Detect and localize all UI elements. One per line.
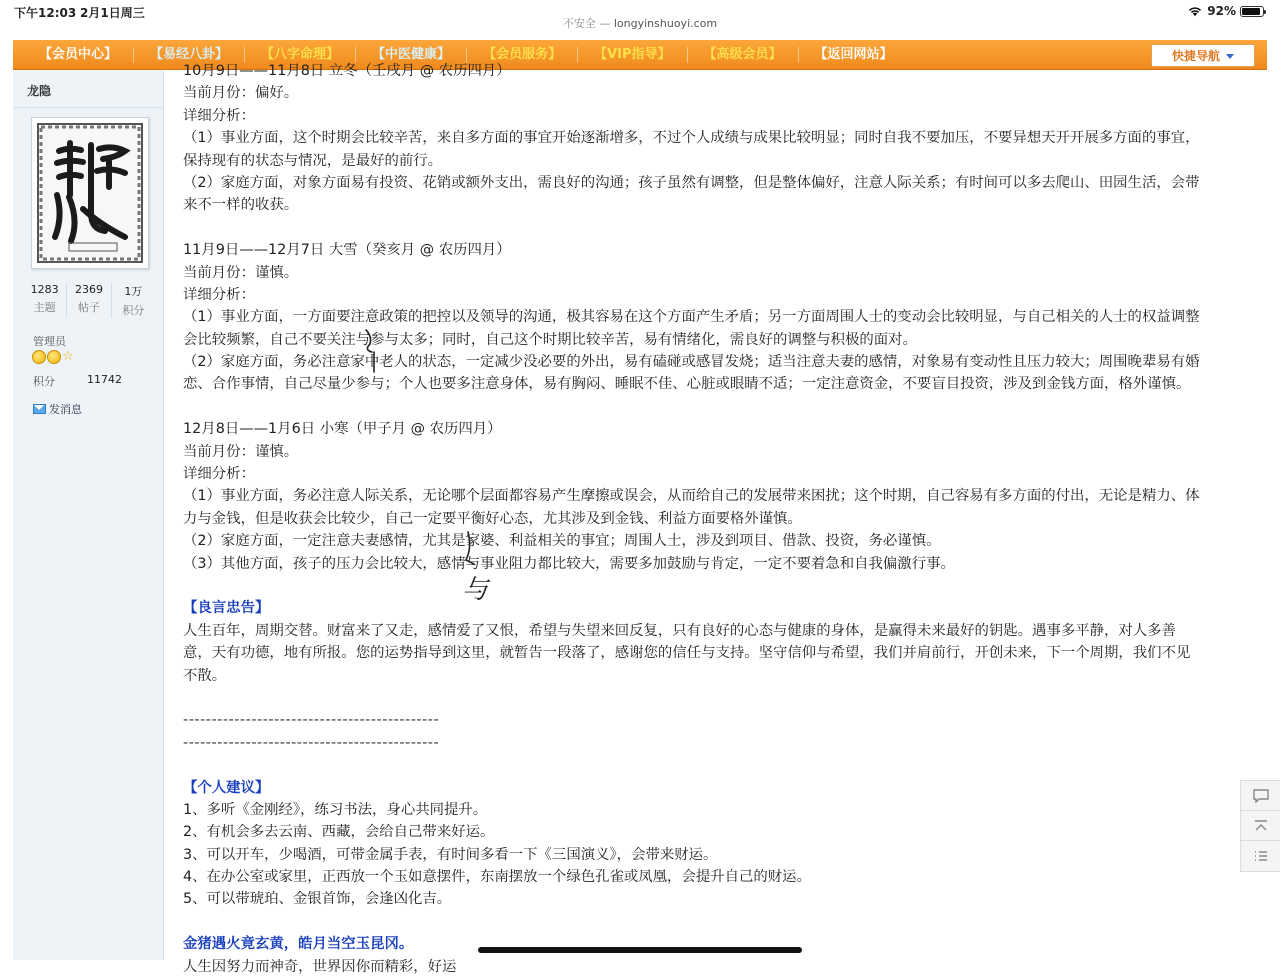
sun-badge-icon	[47, 350, 61, 364]
text-line: 详细分析：	[183, 466, 255, 483]
list-item: 5、可以带琥珀、金银首饰，会逢凶化吉。	[183, 891, 452, 908]
stat-label: 帖子	[77, 301, 100, 314]
text-line-partial: 人生因努力而神奇，世界因你而精彩，好运	[183, 958, 457, 975]
avatar[interactable]	[31, 117, 149, 269]
stat-label: 主题	[33, 301, 56, 314]
sun-badge-icon	[32, 350, 46, 364]
seal-calligraphy-icon	[39, 125, 141, 261]
status-time: 下午12:03	[14, 6, 77, 20]
list-item: 2、有机会多去云南、西藏，会给自己带来好运。	[183, 824, 495, 841]
nav-item[interactable]: 【易经八卦】	[134, 47, 245, 63]
text-line: 恋、合作事情，自己尽量少参与；个人也要多注意身体，易有胸闷、睡眠不佳、心脏或眼睛不适；一定注意资金，不要盲目投资，涉及到金钱方面，格外谨慎。	[183, 376, 1191, 393]
nav-item[interactable]: 【会员服务】	[467, 47, 578, 63]
personal-advice-heading: 【个人建议】	[183, 779, 270, 796]
send-message-link[interactable]	[33, 401, 82, 417]
poem-line: 金猪遇火竟玄黄，皓月当空玉昆冈。	[183, 936, 414, 953]
home-indicator[interactable]	[478, 947, 802, 953]
stat-value: 1283	[30, 283, 59, 296]
dashed-divider: ---------------------------------------------	[183, 734, 440, 751]
list-button[interactable]	[1241, 841, 1280, 871]
text-line: （1）事业方面，务必注意人际关系，无论哪个层面都容易产生摩擦或误会，从而给自己的发展带来困扰；这个时期，自己容易有多方面的付出，无论是精力、体	[183, 488, 1200, 505]
user-role: 管理员	[33, 335, 66, 348]
points-value: 11742	[87, 373, 122, 386]
text-line: 力与金钱，但是收获会比较少，自己一定要平衡好心态，尤其涉及到金钱、利益方面要格外谨慎。	[183, 510, 802, 527]
section-title-partial: 10月9日——11月8日 立冬（壬戌月 @ 农历四月）	[183, 63, 511, 79]
comment-button[interactable]	[1241, 781, 1280, 811]
stat-value: 1万	[124, 285, 143, 298]
nav-item[interactable]: 【中医健康】	[356, 47, 467, 63]
status-date: 2月1日周三	[80, 6, 145, 20]
text-line: 当前月份：偏好。	[183, 85, 299, 102]
text-line: 人生百年，周期交替。财富来了又走，感情爱了又恨，希望与失望来回反复，只有良好的心态与健康的身体，是赢得未来最好的钥匙。遇事多平静，对人多善	[183, 622, 1176, 639]
advice-heading: 【良言忠告】	[183, 600, 270, 617]
nav-item[interactable]: 【高级会员】	[688, 47, 799, 63]
text-line: 来不一样的收获。	[183, 197, 299, 214]
send-message-label: 发消息	[49, 403, 82, 416]
text-line: 当前月份：谨慎。	[183, 264, 299, 281]
floating-toolbar	[1240, 780, 1280, 872]
text-line: 会比较频繁，自己不要关注与参与太多；同时，自己这个时期比较辛苦，易有情绪化，需良好的调整与积极的面对。	[183, 331, 917, 348]
stat-item[interactable]	[67, 283, 111, 318]
username-link[interactable]: 龙隐	[27, 84, 52, 98]
text-line: 当前月份：谨慎。	[183, 443, 299, 460]
user-sidebar	[13, 71, 164, 960]
battery-percent: 92%	[1207, 4, 1236, 18]
text-line: 不散。	[183, 667, 227, 684]
stat-label: 积分	[122, 304, 145, 317]
quick-nav-label: 快捷导航	[1171, 49, 1220, 63]
nav-item[interactable]: 【八字命理】	[245, 47, 356, 63]
text-line: 详细分析：	[183, 286, 255, 303]
list-item: 4、在办公室或家里，正西放一个玉如意摆件，东南摆放一个绿色孔雀或凤凰，会提升自己的财运。	[183, 869, 811, 886]
text-line: （1）事业方面，这个时期会比较辛苦，来自多方面的事宜开始逐渐增多，不过个人成绩与成果比较明显；同时自我不要加压，不要异想天开开展多方面的事宜，	[183, 130, 1200, 147]
text-line: （3）其他方面，孩子的压力会比较大，感情与事业阻力都比较大，需要多加鼓励与肯定，一定不要着急和自我偏激行事。	[183, 555, 955, 572]
chevron-down-icon	[1226, 54, 1234, 59]
user-stats	[23, 283, 155, 318]
stat-value: 2369	[74, 283, 103, 296]
nav-item[interactable]: 【VIP指导】	[578, 47, 687, 63]
nav-item[interactable]: 【会员中心】	[23, 47, 134, 63]
text-line: （2）家庭方面，对象方面易有投资、花销或额外支出，需良好的沟通；孩子虽然有调整，但是整体偏好，注意人际关系；有时间可以多去爬山、田园生活，会带	[183, 174, 1200, 191]
points-row	[33, 373, 122, 389]
section-title: 11月9日——12月7日 大雪（癸亥月 @ 农历四月）	[183, 242, 511, 259]
handwritten-note: 与	[462, 575, 489, 605]
stat-item[interactable]	[112, 283, 155, 318]
avatar-seal-image	[37, 123, 143, 263]
nav-item[interactable]: 【返回网站】	[814, 47, 893, 62]
back-to-top-button[interactable]	[1241, 811, 1280, 841]
post-content	[183, 60, 1253, 978]
text-line: （2）家庭方面，务必注意家中老人的状态，一定减少没必要的外出，易有磕碰或感冒发烧；适当注意夫妻的感情，对象易有变动性且压力较大；周围晚辈易有婚	[183, 354, 1200, 371]
star-badge-icon: ☆	[62, 349, 74, 364]
text-line: 保持现有的状态与情况，是最好的前行。	[183, 152, 443, 169]
list-icon	[1253, 849, 1269, 863]
mail-icon	[33, 404, 46, 414]
dashed-divider: ---------------------------------------------	[183, 712, 440, 729]
text-line: 详细分析：	[183, 107, 255, 124]
stat-item[interactable]	[23, 283, 67, 318]
sidebar-divider	[13, 107, 163, 108]
points-label: 积分	[33, 375, 55, 388]
text-line: （2）家庭方面，一定注意夫妻感情，尤其是家婆、利益相关的事宜；周围人士，涉及到项目、借款、投资，务必谨慎。	[183, 533, 941, 550]
comment-icon	[1253, 789, 1269, 803]
section-title: 12月8日——1月6日 小寒（甲子月 @ 农历四月）	[183, 421, 502, 438]
url-host: longyinshuoyi.com	[613, 17, 718, 30]
list-item: 1、多听《金刚经》，练习书法，身心共同提升。	[183, 801, 488, 818]
address-bar[interactable]	[0, 15, 1280, 37]
security-label: 不安全 —	[562, 17, 611, 30]
rank-badges	[32, 350, 76, 364]
text-line: 意，天有功德，地有所报。您的运势指导到这里，就暂告一段落了，感谢您的信任与支持。坚守信仰与希望，我们并肩前行，开创未来，下一个周期，我们不见	[183, 645, 1191, 662]
list-item: 3、可以开车，少喝酒，可带金属手表，有时间多看一下《三国演义》，会带来财运。	[183, 846, 718, 863]
text-line: （1）事业方面，一方面要注意政策的把控以及领导的沟通，极其容易在这个方面产生矛盾；另一方面周围人士的变动会比较明显，与自己相关的人士的权益调整	[183, 309, 1200, 326]
arrow-up-icon	[1253, 819, 1269, 833]
